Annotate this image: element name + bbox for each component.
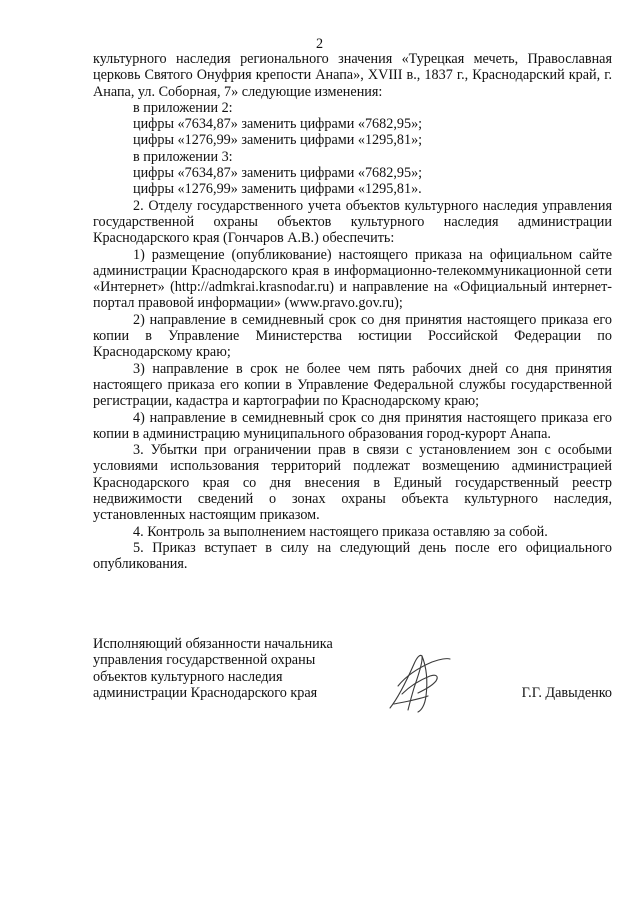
paragraph-appendix-3-heading: в приложении 3: (133, 148, 233, 165)
signer-title-line: объектов культурного наследия (93, 668, 283, 685)
signer-title-line: Исполняющий обязанности начальника (93, 636, 333, 652)
signer-title (93, 636, 383, 701)
paragraph-appendix-2-change-1: цифры «7634,87» заменить цифрами «7682,95»; (133, 116, 423, 133)
paragraph-item-2-3: 3) направление в срок не более чем пять рабочих дней со дня принятия настоящего приказа его копии в Управление Федеральной службы государственной регистрации, кадастра и картографии по Краснодарскому краю; (93, 360, 612, 410)
paragraph-appendix-3-change-2: цифры «1276,99» заменить цифрами «1295,81». (133, 181, 422, 198)
paragraph-item-2-2: 2) направление в семидневный срок со дня принятия настоящего приказа его копии в Управление Министерства юстиции Российской Федерации по Краснодарскому краю; (93, 311, 612, 361)
paragraph-item-4: 4. Контроль за выполнением настоящего приказа оставляю за собой. (133, 523, 548, 540)
paragraph-item-5: 5. Приказ вступает в силу на следующий день после его официального опубликования. (93, 539, 612, 573)
paragraph-appendix-3-change-1: цифры «7634,87» заменить цифрами «7682,95»; (133, 165, 423, 182)
page-number: 2 (315, 36, 324, 52)
signer-title-line: управления государственной охраны (93, 652, 316, 669)
paragraph-item-2-1: 1) размещение (опубликование) настоящего приказа на официальном сайте администрации Краснодарского края в информационно-телекоммуникационной сети «Интернет» (http://admkrai.krasnodar.ru) и направление на «Официальный интернет-портал правовой информации» (www.pravo.gov.ru); (93, 246, 612, 312)
signer-name: Г.Г. Давыденко (521, 685, 612, 701)
paragraph-appendix-2-heading: в приложении 2: (133, 99, 233, 116)
paragraph-item-2-4: 4) направление в семидневный срок со дня принятия настоящего приказа его копии в администрацию муниципального образования город-курорт Анапа. (93, 409, 612, 442)
paragraph-appendix-2-change-2: цифры «1276,99» заменить цифрами «1295,81»; (133, 132, 423, 149)
paragraph-item-3: 3. Убытки при ограничении прав в связи с установлением зон с особыми условиями использования территорий подлежат возмещению администрацией Краснодарского края со дня внесения в Единый государственный реестр недвижимости сведений о зонах охраны объекта культурного наследия, установленных настоящим приказом. (93, 442, 612, 524)
handwritten-signature (376, 646, 456, 716)
paragraph-item-2: 2. Отделу государственного учета объектов культурного наследия управления государственной охраны объектов культурного наследия администрации Краснодарского края (Гончаров А.В.) обеспечить: (93, 197, 612, 247)
signer-title-line: администрации Краснодарского края (93, 684, 318, 701)
document-body (93, 51, 612, 573)
paragraph-intro-continuation: культурного наследия регионального значения «Турецкая мечеть, Православная церковь Святого Онуфрия крепости Анапа», XVIII в., 1837 г., Краснодарский край, г. Анапа, ул. Соборная, 7» следующие изменения: (93, 51, 612, 100)
signature-block (93, 636, 612, 716)
